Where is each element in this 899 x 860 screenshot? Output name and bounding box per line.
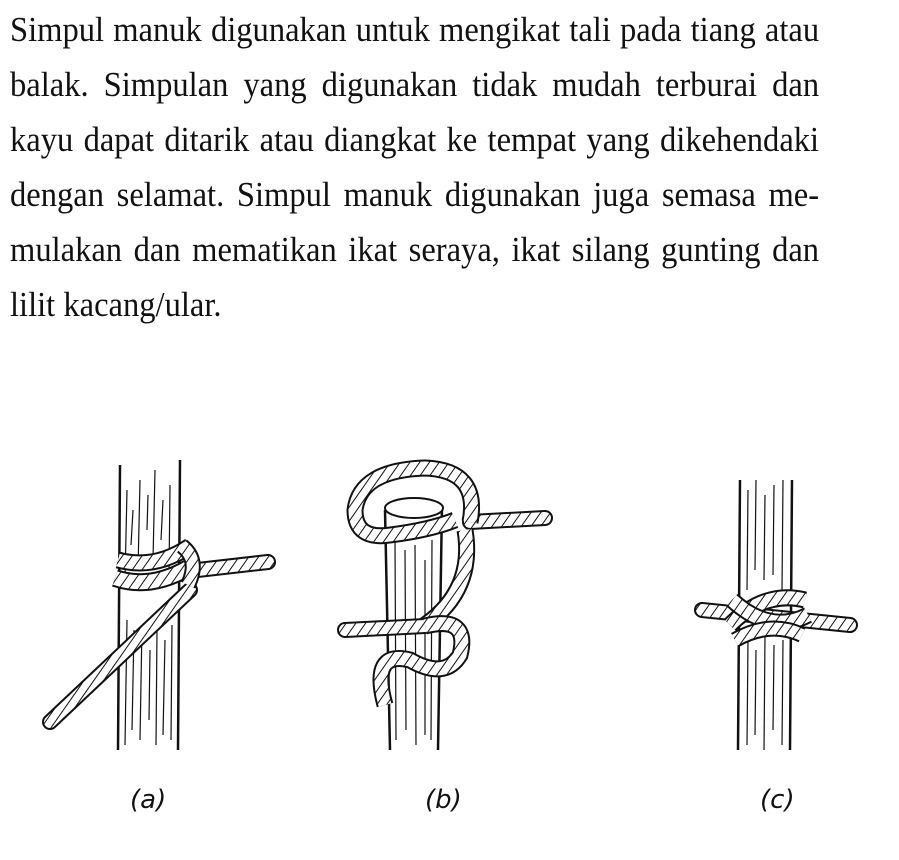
paragraph-line: Simpul manuk digunakan untuk mengikat tali pada tiang atau [10,10,820,49]
paragraph-line: lilit kacang/ular. [10,285,222,324]
figure-caption-b: (b) [425,785,462,815]
paragraph-line: dengan selamat. Simpul manuk digunakan juga semasa me- [10,175,820,214]
figure-caption-a: (a) [130,785,167,815]
figure-b [330,450,570,760]
body-paragraph [10,2,819,332]
paragraph-line: balak. Simpulan yang digunakan tidak mudah terburai dan [10,65,820,104]
figure-c [690,450,870,760]
clove-hitch-around-pole-illustration [30,450,290,760]
paragraph-line: mulakan dan mematikan ikat seraya, ikat silang gunting dan [10,230,820,269]
clove-hitch-tied-on-pole-illustration [690,450,870,760]
figure-caption-c: (c) [760,785,795,815]
paragraph-line: kayu dapat ditarik atau diangkat ke tempat yang dikehendaki [10,120,820,159]
clove-hitch-over-post-top-illustration [330,450,570,760]
figure-a [30,450,290,760]
